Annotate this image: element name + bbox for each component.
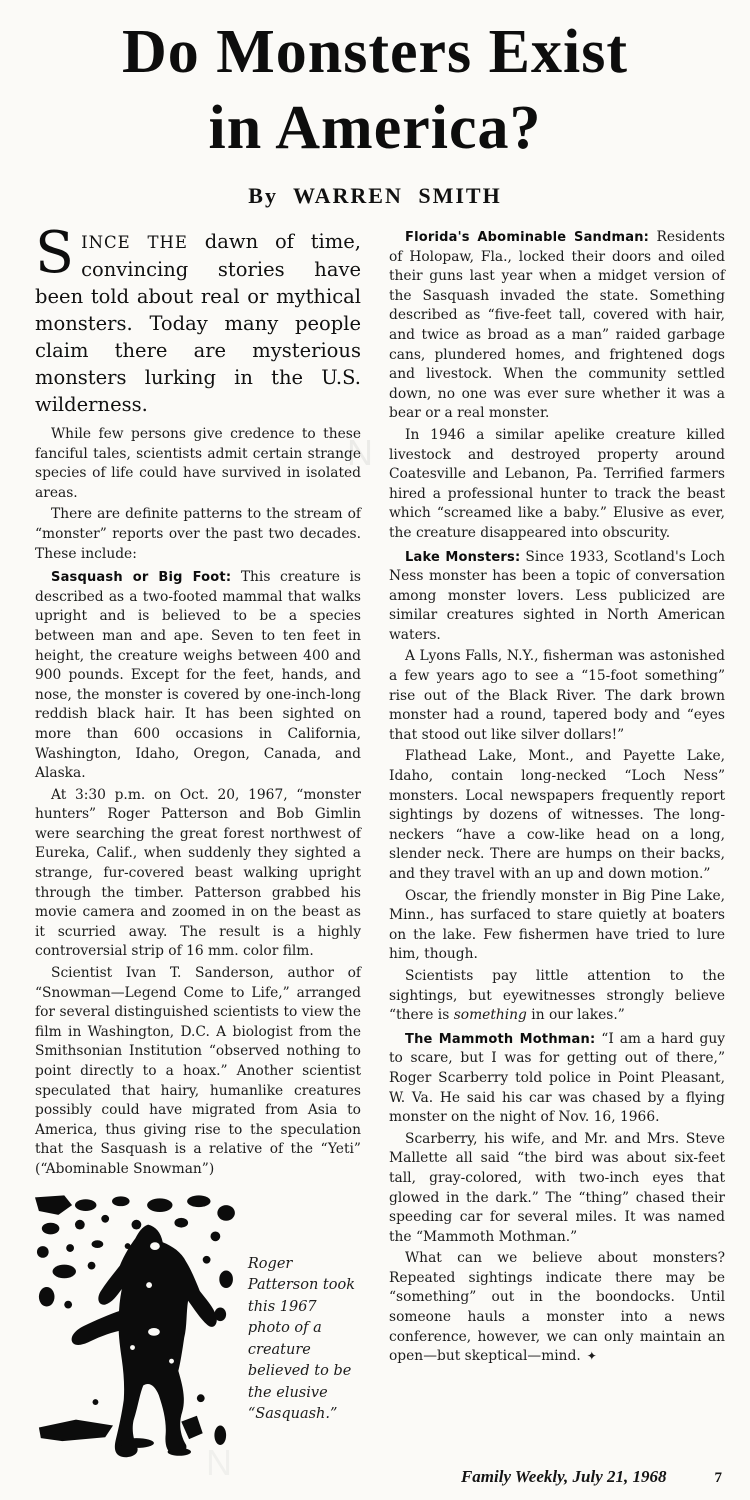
publication-date: Family Weekly, July 21, 1968 [460,1467,667,1486]
paragraph-text: In 1946 a similar apelike creature killed livestock and destroyed property around Coatesville and Lebanon, Pa. Terrified farmers hired a professional hunter to track the beast which “screamed like a baby.” Elusive as ever, the creature disappeared into obscurity. [389,426,725,541]
lede-paragraph [35,220,362,418]
paragraph [389,426,725,544]
section-head-sandman: Florida's Abominable Sandman: [405,230,650,245]
paragraph [35,964,361,1180]
paragraph-text: Since 1933, Scotland's Loch Ness monster has been a topic of conversation among monster lovers. Less publicized are similar creatures sighted in North American waters. [389,548,725,643]
paragraph-sasquash [35,568,361,784]
paragraph-text: What can we believe about monsters? Repeated sightings indicate there may be “something” out in the boondocks. Until someone hauls a monster into a news conference, however, we can only maintain an open—but skeptical—mind. [389,1250,725,1365]
section-head-sasquash: Sasquash or Big Foot: [51,570,232,586]
article-columns [35,220,726,1464]
section-head-mothman: The Mammoth Mothman: [405,1031,596,1047]
paragraph [35,786,361,962]
paragraph-text: This creature is described as a two-footed mammal that walks upright and is believed to be a species between man and ape. Seven to ten feet in height, the creature weighs between 400 and 900 pounds. Except for the feet, hands, and nose, the monster is covered by one-inch-long reddish black hair. It has been sighted on more than 600 occasions in California, Washington, Idaho, Oregon, Canada, and Alaska. [35,569,362,782]
left-column [35,220,362,1464]
paragraph [35,505,361,564]
paragraph-mothman [389,1030,725,1128]
paragraph [389,1249,725,1367]
paragraph-text: Flathead Lake, Mont., and Payette Lake, Idaho, contain long-necked “Loch Ness” monsters. Local newspapers frequently report sightings by dozens of witnesses. The long-neckers “have a cow-like head on a long, slender neck. There are humps on their backs, and they travel with an up and down motion.” [389,748,725,882]
paragraph [389,647,725,745]
page-number: 7 [714,1470,722,1486]
paragraph [389,887,725,965]
paragraph [389,967,725,1026]
paragraph-text: Residents of Holopaw, Fla., locked their doors and oiled their guns last year when a midget version of the Sasquash invaded the state. Something described as “five-feet tall, covered with hair, and twice as broad as a man” raided garbage cans, plundered homes, and frightened dogs and livestock. When the community settled down, no one was ever sure whether it was a bear or a real monster. [389,229,726,422]
paragraph-text: Scientists pay little attention to the sightings, but eyewitnesses strongly believe “there is [389,967,725,1024]
paragraph-sandman [389,228,725,424]
paragraph [389,1130,725,1248]
paragraph-text: Scientist Ivan T. Sanderson, author of “Snowman—Legend Come to Life,” arranged for several distinguished scientists to view the film in Washington, D.C. A biologist from the Smithsonian Institution “observed nothing to point directly to a hoax.” Another scientist speculated that hairy, humanlike creatures possibly could have migrated from Asia to America, thus giving rise to the speculation that the Sasquash is a relative of the “Yeti” (“Abominable Snowman”) [35,965,361,1177]
end-of-article-mark: ✦ [586,1349,597,1364]
article-title [0,14,750,166]
lede-leadin: INCE THE [81,233,188,252]
paragraph [389,747,725,884]
paragraph-text: Oscar, the friendly monster in Big Pine Lake, Minn., has surfaced to stare quietly at boaters on the lake. Few fishermen have tried to lure him, though. [389,887,725,963]
paragraph-text: “I am a hard guy to scare, but I was for getting out of there,” Roger Scarberry told police in Point Pleasant, W. Va. He said his car was chased by a flying monster on the night of Nov. 16, 1966. [389,1030,726,1126]
drop-cap: S [35,220,75,286]
paragraph-text: Scarberry, his wife, and Mr. and Mrs. Steve Mallette all said “the bird was about six-feet tall, gray-colored, with two-inch eyes that glowed in the dark.” The “thing” chased their speeding car for several miles. It was named the “Mammoth Mothman.” [389,1130,725,1245]
right-column [389,228,725,1464]
paragraph-text: in our lakes.” [526,1007,625,1024]
watermark-n: N [206,1442,232,1483]
paragraph-text: While few persons give credence to these fanciful tales, scientists admit certain strange species of life could have survived in isolated areas. [35,426,361,501]
photo-block [35,1192,361,1464]
page-footer [0,1467,750,1487]
paragraph-text: There are definite patterns to the stream of “monster” reports over the past two decades. These include: [35,506,361,562]
lede-text: dawn of time, convincing stories have been told about real or mythical monsters. Today many people claim there are mysterious monsters lurking in the U.S. wilderness. [35,230,362,416]
article-title-line1: Do Monsters Exist [121,18,629,86]
italic-word: something [453,1007,527,1024]
sasquatch-photo [35,1192,235,1464]
paragraph-lake-monsters [389,548,725,646]
section-head-lake-monsters: Lake Monsters: [405,549,521,565]
watermark-n: N [347,432,373,473]
article-title-line2: in America? [208,94,542,162]
photo-caption: Roger Patterson took this 1967 photo of a creature believed to be the elusive “Sasquash.” [247,1255,355,1423]
paragraph [35,425,361,503]
byline: By WARREN SMITH [248,183,502,208]
paragraph-text: A Lyons Falls, N.Y., fisherman was astonished a few years ago to see a “15-foot something” rise out of the Black River. The dark brown monster had a round, tapered body and “eyes that stood out like silver dollars!” [389,648,725,743]
paragraph-text: At 3:30 p.m. on Oct. 20, 1967, “monster hunters” Roger Patterson and Bob Gimlin were searching the great forest northwest of Eureka, Calif., when suddenly they sighted a strange, fur-covered beast walking upright through the timber. Patterson grabbed his movie camera and zoomed in on the beast as it scurried away. The result is a highly controversial strip of 16 mm. color film. [35,786,361,960]
